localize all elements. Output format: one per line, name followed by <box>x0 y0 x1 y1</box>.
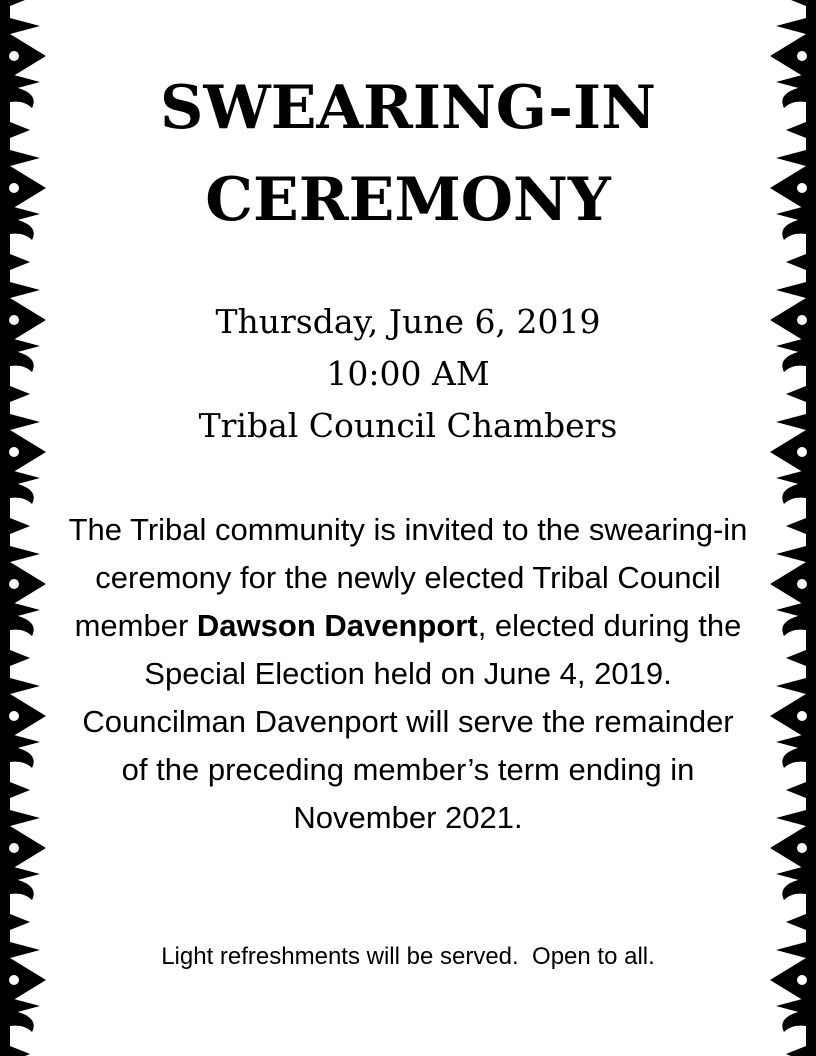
left-ornamental-border-icon <box>0 0 50 1056</box>
title-line-2: CEREMONY <box>205 165 611 235</box>
event-time: 10:00 AM <box>326 354 490 393</box>
councilmember-name: Dawson Davenport <box>196 608 478 643</box>
title-line-1: SWEARING-IN <box>160 73 656 143</box>
invitation-paragraph <box>66 506 750 842</box>
page-title <box>90 62 726 246</box>
event-location: Tribal Council Chambers <box>198 406 618 445</box>
event-date: Thursday, June 6, 2019 <box>215 302 601 341</box>
invitation-text-part-2: , elected during the Special Election held on June 4, 2019. Councilman Davenport will serve the remainder of the preceding member’s term ending in November 2021. <box>82 608 742 835</box>
right-ornamental-border-icon <box>766 0 816 1056</box>
event-details <box>90 296 726 452</box>
refreshments-note: Light refreshments will be served. Open to all. <box>161 943 655 970</box>
invitation-text-part-1: The Tribal community is invited to the swearing-in ceremony for the newly elected Tribal Council member <box>68 512 748 643</box>
